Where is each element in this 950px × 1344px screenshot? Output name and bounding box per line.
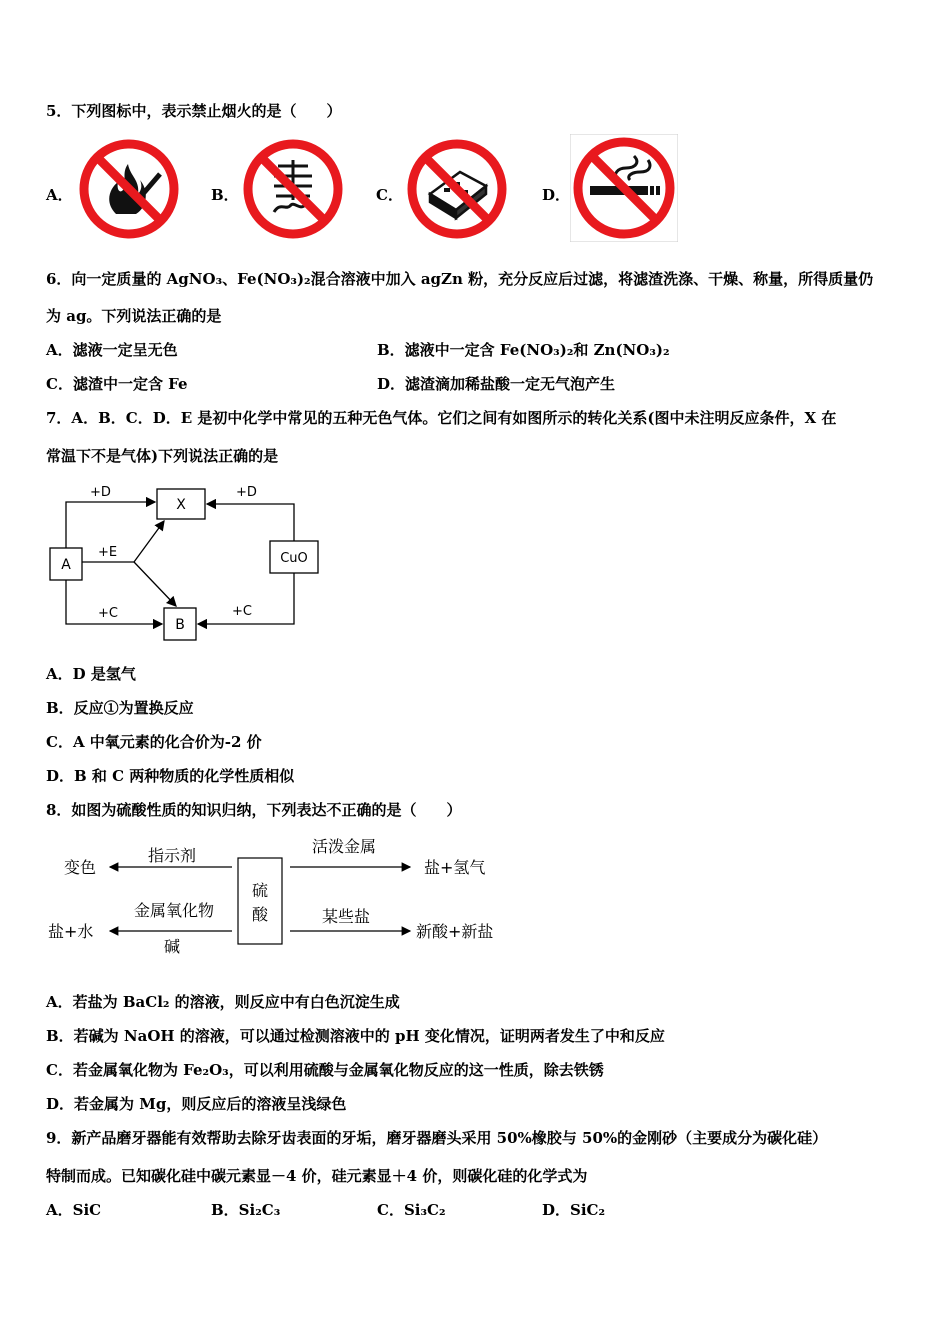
q8-metal-oxide-label: 金属氧化物 (133, 901, 215, 920)
q8-new-acid-salt-label: 新酸+新盐 (416, 922, 494, 941)
q6-stem-line2: 为 ag。下列说法正确的是 (46, 307, 222, 325)
q7-stem-line2: 常温下不是气体)下列说法正确的是 (46, 447, 279, 465)
q7-label-d-left: +D (90, 485, 111, 500)
q6-option-c[interactable]: C．滤渣中一定含 Fe (46, 375, 188, 393)
q8-sulfuric-acid-diagram (44, 830, 514, 960)
q8-salt-hydrogen-label: 盐+氢气 (424, 858, 486, 877)
q8-option-b[interactable]: B．若碱为 NaOH 的溶液，可以通过检测溶液中的 pH 变化情况，证明两者发生了中和反应 (46, 1027, 665, 1045)
q7-box-x: X (176, 497, 186, 513)
q5-stem: 5．下列图标中，表示禁止烟火的是（ ） (46, 102, 342, 120)
q8-option-a[interactable]: A．若盐为 BaCl₂ 的溶液，则反应中有白色沉淀生成 (46, 993, 400, 1011)
q6-option-a[interactable]: A．滤液一定呈无色 (46, 341, 178, 359)
no-fire-icon (76, 136, 182, 242)
q6-option-d[interactable]: D．滤渣滴加稀盐酸一定无气泡产生 (377, 375, 616, 393)
q9-option-c[interactable]: C．Si₃C₂ (377, 1201, 446, 1219)
q7-option-d[interactable]: D．B 和 C 两种物质的化学性质相似 (46, 767, 295, 785)
q8-option-c[interactable]: C．若金属氧化物为 Fe₂O₃，可以利用硫酸与金属氧化物反应的这一性质，除去铁锈 (46, 1061, 604, 1079)
q8-option-d[interactable]: D．若金属为 Mg，则反应后的溶液呈浅绿色 (46, 1095, 347, 1113)
q7-label-d-right: +D (236, 485, 257, 500)
q5-option-a[interactable]: A． (46, 186, 73, 204)
q9-option-d[interactable]: D．SiC₂ (542, 1201, 606, 1219)
q9-option-b[interactable]: B．Si₂C₃ (211, 1201, 281, 1219)
q6-option-b[interactable]: B．滤液中一定含 Fe(NO₃)₂和 Zn(NO₃)₂ (377, 341, 670, 359)
q7-label-e: +E (98, 545, 118, 560)
q8-color-change-label: 变色 (64, 858, 97, 877)
q8-base-label: 碱 (163, 937, 181, 956)
q8-stem: 8．如图为硫酸性质的知识归纳，下列表达不正确的是（ ） (46, 801, 462, 819)
q7-stem-line1: 7．A．B．C．D．E 是初中化学中常见的五种无色气体。它们之间有如图所示的转化关系(图中未注明反应条件，X 在 (46, 409, 837, 427)
q8-center-char-2: 酸 (251, 905, 269, 924)
no-burning-icon (240, 136, 346, 242)
q7-label-c-right: +C (232, 604, 252, 619)
q5-option-c[interactable]: C． (376, 186, 403, 204)
q8-active-metal-label: 活泼金属 (311, 837, 377, 856)
q8-indicator-label: 指示剂 (147, 846, 197, 865)
q9-stem-line2: 特制而成。已知碳化硅中碳元素显－4 价，硅元素显＋4 价，则碳化硅的化学式为 (46, 1167, 588, 1185)
q7-box-a: A (61, 557, 71, 573)
q8-salt-water-label: 盐+水 (48, 922, 94, 941)
q6-stem-line1: 6．向一定质量的 AgNO₃、Fe(NO₃)₂混合溶液中加入 agZn 粉，充分反应后过滤，将滤渣洗涤、干燥、称量，所得质量仍 (46, 270, 874, 288)
q7-option-b[interactable]: B．反应①为置换反应 (46, 699, 194, 717)
no-matches-icon (404, 136, 510, 242)
q5-option-d[interactable]: D． (542, 186, 571, 204)
q7-option-a[interactable]: A．D 是氢气 (46, 665, 136, 683)
q7-label-c-left: +C (98, 606, 118, 621)
q8-some-salt-label: 某些盐 (321, 907, 371, 926)
no-smoking-icon (570, 134, 678, 242)
q7-box-cuo: CuO (280, 551, 308, 566)
q7-box-b: B (175, 617, 185, 633)
q9-option-a[interactable]: A．SiC (46, 1201, 102, 1219)
q9-stem-line1: 9．新产品磨牙器能有效帮助去除牙齿表面的牙垢，磨牙器磨头采用 50%橡胶与 50%的金刚砂（主要成分为碳化硅） (46, 1129, 828, 1147)
q8-center-char-1: 硫 (251, 881, 269, 900)
q7-option-c[interactable]: C．A 中氧元素的化合价为-2 价 (46, 733, 262, 751)
q7-conversion-diagram (44, 478, 334, 648)
q5-option-b[interactable]: B． (211, 186, 239, 204)
